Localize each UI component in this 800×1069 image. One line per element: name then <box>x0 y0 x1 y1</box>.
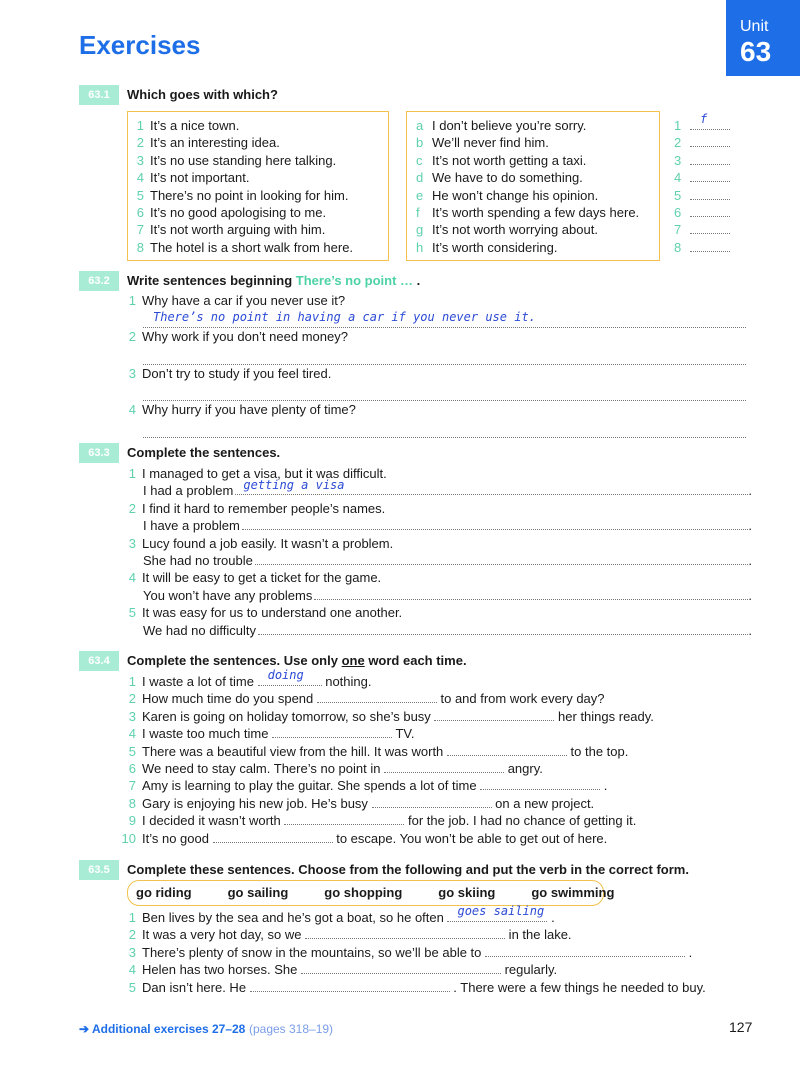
answer-blank[interactable] <box>447 743 567 756</box>
item-number: 3 <box>128 708 136 724</box>
question <box>120 812 760 829</box>
page-number: 127 <box>729 1019 753 1035</box>
question <box>120 926 760 943</box>
title-end: . <box>413 273 421 288</box>
answer-blank[interactable] <box>485 944 685 957</box>
sentence-start: We need to stay calm. There’s no point in <box>142 760 385 776</box>
sentence-end: in the lake. <box>505 927 572 943</box>
section-title: Complete the sentences. <box>127 445 281 460</box>
sentence-start: I have a problem <box>143 518 240 534</box>
item-text: He won’t change his opinion. <box>432 187 599 203</box>
title-highlight: There’s no point … <box>295 273 414 288</box>
unit-badge <box>726 0 800 76</box>
answer-blank[interactable] <box>690 239 730 252</box>
item-number: 8 <box>128 795 136 811</box>
answer-blank[interactable] <box>384 760 504 773</box>
answer-blank[interactable] <box>258 622 748 635</box>
sentence-start: I decided it wasn’t worth <box>142 813 285 829</box>
item-text: It’s an interesting idea. <box>150 135 280 151</box>
item-letter: d <box>416 170 424 186</box>
section-title <box>127 273 420 288</box>
answer-line[interactable] <box>143 309 746 328</box>
item-text: It’s not worth worrying about. <box>432 222 598 238</box>
item-letter: f <box>416 204 420 220</box>
list-item <box>416 169 639 186</box>
item-number: 1 <box>128 466 136 481</box>
sentence-end: to escape. You won’t be able to get out of here. <box>332 830 608 846</box>
word-option: go skiing <box>438 885 496 900</box>
list-item <box>128 117 353 134</box>
word-option: go swimming <box>531 885 615 900</box>
list-item <box>128 187 353 204</box>
list-item <box>416 239 639 256</box>
sentence-start: Gary is enjoying his new job. He’s busy <box>142 795 372 811</box>
sentence-start: Dan isn’t here. He <box>142 979 250 995</box>
sentence-start: She had no trouble <box>143 552 253 568</box>
item-number: 1 <box>128 674 136 689</box>
sentence-end: . <box>748 622 752 638</box>
s2-list <box>120 292 746 438</box>
question <box>120 904 760 926</box>
answer-blank[interactable] <box>447 904 547 922</box>
list-item <box>128 169 353 186</box>
answer-list <box>674 112 730 256</box>
title-text: Write sentences beginning <box>127 273 296 288</box>
item-number: 8 <box>136 239 144 255</box>
sentence-line <box>120 622 752 639</box>
page-range: (pages 318–19) <box>248 1022 334 1036</box>
item-number: 5 <box>128 743 136 759</box>
left-list <box>128 117 353 256</box>
handwritten-answer: doing <box>267 668 304 682</box>
answer-number: 4 <box>674 170 682 186</box>
right-list <box>416 117 639 256</box>
item-letter: e <box>416 187 424 203</box>
sentence-end: nothing. <box>321 674 372 689</box>
word-option: go riding <box>136 885 192 900</box>
question <box>120 465 752 482</box>
question <box>120 365 746 382</box>
question <box>120 830 760 847</box>
answer-blank[interactable] <box>284 812 404 825</box>
answer-blank[interactable] <box>213 830 333 843</box>
answer-number: 5 <box>674 187 682 203</box>
section-title <box>127 653 467 668</box>
answer-blank[interactable] <box>242 517 749 530</box>
answer-blank[interactable] <box>255 552 749 565</box>
question-text: It was easy for us to understand one another. <box>142 605 403 621</box>
section-badge: 63.2 <box>79 271 119 291</box>
answer-row <box>674 152 730 169</box>
list-item <box>128 239 353 256</box>
sentence-end: angry. <box>504 760 543 776</box>
answer-blank[interactable] <box>690 221 730 234</box>
item-number: 4 <box>128 962 136 978</box>
question-text: It will be easy to get a ticket for the game. <box>142 570 382 586</box>
question <box>120 690 760 707</box>
section-badge: 63.3 <box>79 443 119 463</box>
question <box>120 725 760 742</box>
answer-blank[interactable] <box>258 668 322 686</box>
s4-list <box>120 668 760 847</box>
question <box>120 569 752 586</box>
answer-blank[interactable] <box>235 478 748 495</box>
answer-blank[interactable] <box>314 587 748 600</box>
answer-blank[interactable] <box>317 690 437 703</box>
list-item <box>416 152 639 169</box>
item-number: 6 <box>136 204 144 220</box>
item-number: 5 <box>136 187 144 203</box>
answer-blank[interactable] <box>372 795 492 808</box>
answer-blank[interactable] <box>690 152 730 165</box>
item-number: 3 <box>128 944 136 960</box>
handwritten-answer: goes sailing <box>457 904 545 918</box>
sentence-end: for the job. I had no chance of getting it. <box>404 813 637 829</box>
sentence-end: regularly. <box>500 962 558 978</box>
answer-blank[interactable] <box>690 187 730 200</box>
sentence-start: You won’t have any problems <box>143 587 313 603</box>
question-text: Why have a car if you never use it? <box>142 293 346 308</box>
sentence-line <box>120 552 752 569</box>
item-text: I don’t believe you’re sorry. <box>432 118 587 133</box>
question <box>120 743 760 760</box>
answer-row <box>674 112 730 134</box>
answer-blank[interactable] <box>250 979 450 992</box>
sentence-end: TV. <box>392 726 415 742</box>
answer-blank[interactable] <box>480 777 600 790</box>
answer-number: 8 <box>674 239 682 255</box>
answer-blank[interactable] <box>690 134 730 147</box>
list-item <box>128 152 353 169</box>
item-text: It’s not worth arguing with him. <box>150 222 326 238</box>
item-number: 4 <box>128 726 136 742</box>
answer-line[interactable] <box>143 382 746 401</box>
sentence-end: . <box>748 587 752 603</box>
list-item <box>128 204 353 221</box>
answer-number: 6 <box>674 204 682 220</box>
question <box>120 777 760 794</box>
sentence-start: Helen has two horses. She <box>142 962 301 978</box>
answer-row <box>674 221 730 238</box>
item-number: 5 <box>128 605 136 621</box>
item-text: It’s no use standing here talking. <box>150 152 337 168</box>
sentence-end: . <box>748 552 752 568</box>
sentence-start: There’s plenty of snow in the mountains, so we’ll be able to <box>142 944 486 960</box>
list-item <box>416 204 639 221</box>
question <box>120 292 746 309</box>
question-text: Lucy found a job easily. It wasn’t a problem. <box>142 535 394 551</box>
item-text: We have to do something. <box>432 170 583 186</box>
item-number: 9 <box>128 813 136 829</box>
item-number: 2 <box>128 329 136 345</box>
answer-blank[interactable] <box>305 926 505 939</box>
answer-row <box>674 169 730 186</box>
item-letter: h <box>416 239 424 255</box>
item-text: It’s a nice town. <box>150 118 240 133</box>
s3-list <box>120 465 752 639</box>
answer-blank[interactable] <box>690 204 730 217</box>
sentence-end: to and from work every day? <box>436 691 605 707</box>
title-underlined: one <box>341 653 365 668</box>
sentence-end: . <box>685 944 693 960</box>
handwritten-answer: f <box>700 112 708 126</box>
question <box>120 604 752 621</box>
question <box>120 401 746 418</box>
sentence-start: There was a beautiful view from the hill. It was worth <box>142 743 447 759</box>
item-letter: c <box>416 152 423 168</box>
sentence-line <box>120 587 752 604</box>
sentence-end: her things ready. <box>554 708 654 724</box>
item-letter: b <box>416 135 424 151</box>
question <box>120 668 760 690</box>
item-letter: a <box>416 118 424 133</box>
list-item <box>128 134 353 151</box>
handwritten-answer: getting a visa <box>243 478 345 493</box>
item-number: 7 <box>128 778 136 794</box>
item-text: The hotel is a short walk from here. <box>150 239 354 255</box>
item-number: 4 <box>128 570 136 586</box>
section-badge: 63.5 <box>79 860 119 880</box>
item-number: 1 <box>128 910 136 925</box>
sentence-end: . <box>600 778 608 794</box>
sentence-start: It’s no good <box>142 830 213 846</box>
sentence-end: . <box>547 910 555 925</box>
answer-blank[interactable] <box>301 961 501 974</box>
word-option: go shopping <box>324 885 403 900</box>
answer-row <box>674 134 730 151</box>
list-item <box>416 134 639 151</box>
question <box>120 795 760 812</box>
sentence-end: . <box>748 518 752 534</box>
question-text: Don’t try to study if you feel tired. <box>142 365 332 381</box>
list-item <box>416 187 639 204</box>
item-text: It’s worth considering. <box>432 239 558 255</box>
sentence-line <box>120 517 752 534</box>
item-number: 10 <box>121 830 136 846</box>
answer-number: 7 <box>674 222 682 238</box>
title-text: Complete the sentences. Use only <box>127 653 342 668</box>
item-number: 2 <box>136 135 144 151</box>
footer-note <box>79 1021 333 1036</box>
sentence-start: It was a very hot day, so we <box>142 927 306 943</box>
unit-number: 63 <box>740 36 772 67</box>
item-number: 6 <box>128 760 136 776</box>
item-text: We’ll never find him. <box>432 135 549 151</box>
answer-line[interactable] <box>143 346 746 365</box>
question-text: Why hurry if you have plenty of time? <box>142 402 356 418</box>
question-text: I managed to get a visa, but it was difficult. <box>142 466 387 481</box>
section-title: Which goes with which? <box>127 87 278 102</box>
unit-label: Unit <box>740 18 769 35</box>
item-number: 3 <box>128 365 136 381</box>
sentence-start: Ben lives by the sea and he’s got a boat, so he often <box>142 910 448 925</box>
item-number: 1 <box>136 118 144 133</box>
item-number: 2 <box>128 500 136 516</box>
question <box>120 944 760 961</box>
answer-blank[interactable] <box>434 708 554 721</box>
question <box>120 708 760 725</box>
question-text: I find it hard to remember people’s names. <box>142 500 386 516</box>
question <box>120 328 746 345</box>
sentence-start: I waste too much time <box>142 726 273 742</box>
sentence-start: I waste a lot of time <box>142 674 258 689</box>
title-end: word each time. <box>364 653 467 668</box>
item-text: It’s no good apologising to me. <box>150 204 327 220</box>
answer-number: 2 <box>674 135 682 151</box>
list-item <box>416 221 639 238</box>
sentence-end: on a new project. <box>491 795 595 811</box>
sentence-start: Amy is learning to play the guitar. She spends a lot of time <box>142 778 481 794</box>
sentence-start: I had a problem <box>143 483 234 499</box>
answer-row <box>674 187 730 204</box>
word-option: go sailing <box>227 885 289 900</box>
question-text: Why work if you don’t need money? <box>142 329 348 345</box>
additional-exercises-link[interactable]: ➔ Additional exercises 27–28 <box>79 1022 246 1036</box>
item-letter: g <box>416 222 424 238</box>
item-number: 5 <box>128 979 136 995</box>
item-number: 2 <box>128 691 136 707</box>
s5-list <box>120 904 760 996</box>
answer-blank[interactable] <box>690 169 730 182</box>
list-item <box>128 221 353 238</box>
sentence-end: . There were a few things he needed to buy. <box>449 979 706 995</box>
answer-number: 3 <box>674 152 682 168</box>
item-number: 3 <box>128 535 136 551</box>
answer-blank[interactable] <box>690 112 730 130</box>
item-number: 1 <box>128 293 136 308</box>
answer-line[interactable] <box>143 419 746 438</box>
item-number: 4 <box>136 170 144 186</box>
answer-number: 1 <box>674 118 682 133</box>
answer-blank[interactable] <box>272 725 392 738</box>
word-list <box>136 885 650 900</box>
question <box>120 961 760 978</box>
sentence-line <box>120 478 752 499</box>
sentence-start: Karen is going on holiday tomorrow, so she’s busy <box>142 708 435 724</box>
question <box>120 979 760 996</box>
section-badge: 63.4 <box>79 651 119 671</box>
item-text: It’s worth spending a few days here. <box>432 204 640 220</box>
section-title: Complete these sentences. Choose from the following and put the verb in the correct form. <box>127 862 689 877</box>
item-number: 7 <box>136 222 144 238</box>
sentence-end: . <box>748 483 752 499</box>
sentence-start: We had no difficulty <box>143 622 256 638</box>
handwritten-answer: There’s no point in having a car if you never use it. <box>153 310 536 325</box>
answer-row <box>674 204 730 221</box>
answer-row <box>674 239 730 256</box>
item-text: There’s no point in looking for him. <box>150 187 349 203</box>
question <box>120 760 760 777</box>
page-title: Exercises <box>79 30 201 60</box>
list-item <box>416 117 639 134</box>
item-text: It’s not important. <box>150 170 250 186</box>
item-number: 4 <box>128 402 136 418</box>
sentence-end: to the top. <box>566 743 629 759</box>
question <box>120 500 752 517</box>
item-number: 2 <box>128 927 136 943</box>
item-number: 3 <box>136 152 144 168</box>
sentence-start: How much time do you spend <box>142 691 317 707</box>
question <box>120 535 752 552</box>
item-text: It’s not worth getting a taxi. <box>432 152 587 168</box>
section-badge: 63.1 <box>79 85 119 105</box>
